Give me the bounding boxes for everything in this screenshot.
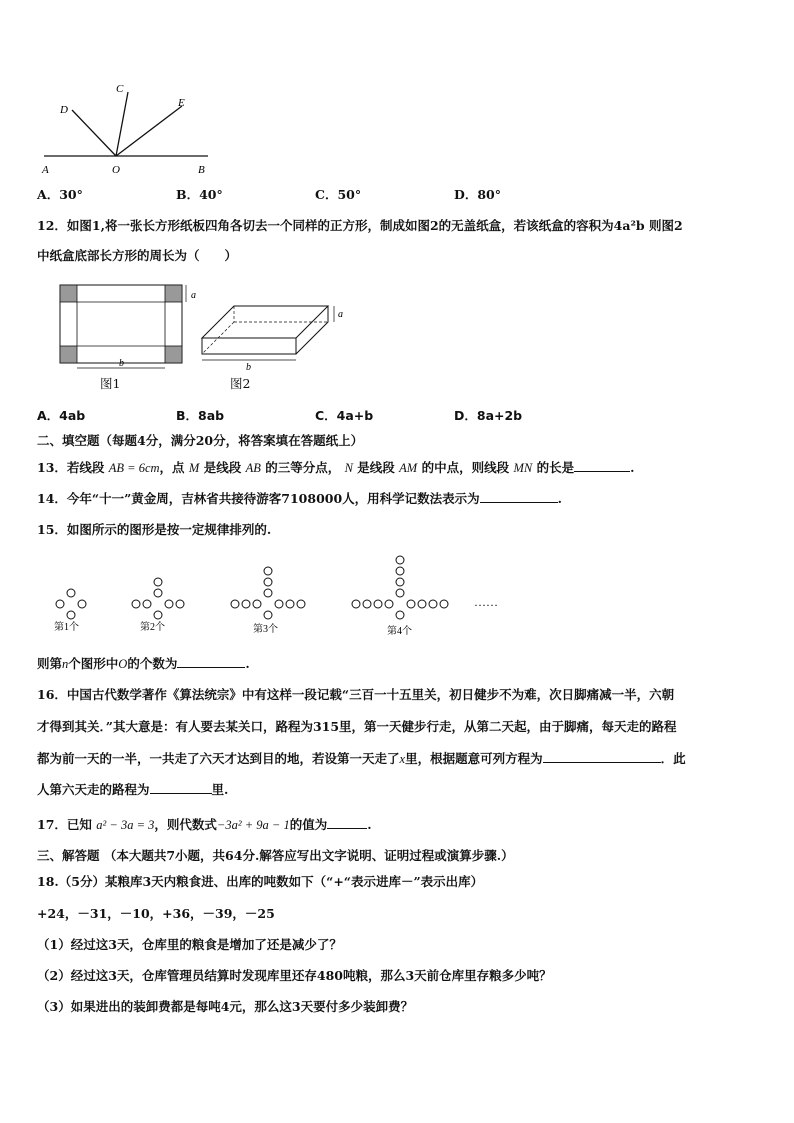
pattern-circle (396, 578, 404, 586)
pattern-circle (374, 600, 382, 608)
figure-1-board (55, 280, 205, 392)
q17-mid: ，则代数式 (154, 817, 217, 832)
pattern-circle (352, 600, 360, 608)
pattern-circle (132, 600, 140, 608)
pattern-circle (385, 600, 393, 608)
q16-distance-blank[interactable] (150, 781, 212, 794)
q13-mid5: 的中点，则线段 (421, 460, 510, 475)
q14-end: . (557, 491, 563, 506)
q17-expr: −3a² + 9a − 1 (216, 818, 290, 832)
box-side (296, 306, 328, 354)
ray-oe (116, 106, 182, 156)
q13-expr1: AB = 6cm (108, 461, 160, 475)
q15-answer-mid: 个图形中 (68, 656, 119, 671)
corner-square-tr (165, 285, 182, 302)
q18-title: 18.（5分）某粮库3天内粮食进、出库的吨数如下（“+“表示进库－”表示出库） (37, 874, 484, 889)
q14-answer-blank[interactable] (480, 490, 558, 503)
pattern-circle (154, 589, 162, 597)
q13-am: AM (399, 461, 418, 475)
q13-after: 的长是 (536, 460, 575, 475)
label-c: C (116, 83, 124, 95)
pattern-circle (78, 600, 86, 608)
q12-line2: 中纸盒底部长方形的周长为（ ） (37, 248, 238, 263)
pattern-circle (242, 600, 250, 608)
q13-mid1: ，点 (159, 460, 185, 475)
q15-answer-after: 的个数为 (127, 656, 178, 671)
dim-a2-label: a (338, 309, 343, 320)
q13-m: M (188, 461, 200, 475)
figure-1-caption: 图1 (100, 376, 121, 391)
q16-line3c: ．此 (660, 751, 686, 766)
pattern-circle (418, 600, 426, 608)
pattern-circle (363, 600, 371, 608)
section-2-heading: 二、填空题（每题4分，满分20分，将答案填在答题纸上） (37, 433, 364, 448)
q15-text: 15．如图所示的图形是按一定规律排列的. (37, 522, 272, 537)
caption-fig-2: 第2个 (140, 622, 165, 633)
q13-mid2: 是线段 (203, 460, 242, 475)
figure-2-box (196, 298, 356, 376)
q17-after: 的值为 (289, 817, 328, 832)
q16-line1: 16．中国古代数学著作《算法统宗》中有这样一段记载“三百一十五里关，初日健步不为难，次日脚痛减一半，六朝 (37, 687, 675, 702)
q16-line3b: 里，根据题意可列方程为 (405, 751, 543, 766)
q13-before: 13．若线段 (37, 460, 105, 475)
figure-2-caption: 图2 (230, 376, 251, 391)
q16-line3a: 都为前一天的一半，一共走了六天才达到目的地，若设第一天走了 (37, 751, 400, 766)
q13-end: . (630, 460, 635, 475)
pattern-circle (231, 600, 239, 608)
pattern-circle (253, 600, 261, 608)
q13-mid4: 是线段 (357, 460, 395, 475)
pattern-circle (264, 578, 272, 586)
q16-line4 (37, 781, 228, 798)
pattern-circle (264, 589, 272, 597)
pattern-circle (165, 600, 173, 608)
angle-figure (36, 78, 226, 178)
circle-pattern-figure (38, 548, 508, 640)
dim-b-label: b (119, 358, 124, 369)
q16-line2: 才得到其关．”其大意是：有人要去某关口，路程为315里，第一天健步行走，从第二天起，由于脚痛，每天走的路程 (37, 719, 677, 734)
label-o: O (112, 164, 120, 176)
pattern-circle (143, 600, 151, 608)
pattern-circle (67, 589, 75, 597)
pattern-ellipsis: …… (474, 595, 498, 609)
pattern-circle (396, 556, 404, 564)
pattern-circle (440, 600, 448, 608)
ray-oc (116, 92, 128, 156)
corner-square-bl (60, 346, 77, 363)
pattern-circle (297, 600, 305, 608)
q13-mid3: 的三等分点， (265, 460, 341, 475)
q14 (37, 490, 562, 507)
pattern-circle (396, 567, 404, 575)
q13-answer-blank[interactable] (574, 459, 630, 472)
caption-fig-3: 第3个 (253, 624, 278, 635)
caption-fig-4: 第4个 (387, 626, 412, 637)
q11-option-d: D．80° (454, 187, 501, 202)
q11-option-c: C．50° (315, 187, 362, 202)
q15-end: . (245, 656, 250, 671)
q11-option-b: B．40° (176, 187, 223, 202)
q11-option-a: A．30° (37, 187, 83, 202)
pattern-circles (56, 556, 448, 619)
q12-option-d: D．8a+2b (454, 408, 523, 423)
q13 (37, 459, 634, 476)
q12-line1: 12．如图1,将一张长方形纸板四角各切去一个同样的正方形，制成如图2的无盖纸盒，若该纸盒的容积为4a²b 则图2 (37, 218, 683, 233)
q17-end: . (367, 817, 372, 832)
label-d: D (60, 104, 68, 116)
q15-answer-blank[interactable] (177, 655, 245, 668)
q18-data: +24，－31，－10，+36，－39，－25 (37, 906, 275, 921)
pattern-circle (56, 600, 64, 608)
q13-mn: MN (513, 461, 533, 475)
q15-n: n (62, 657, 69, 671)
q16-line4b: 里. (211, 782, 229, 797)
q16-equation-blank[interactable] (543, 750, 661, 763)
box-front (202, 338, 296, 354)
q17 (37, 816, 372, 833)
q17-eq: a² − 3a = 3 (96, 818, 155, 832)
q18-sub1: （1）经过这3天，仓库里的粮食是增加了还是减少了？ (37, 937, 342, 952)
q16-line4a: 人第六天走的路程为 (37, 782, 150, 797)
pattern-circle (407, 600, 415, 608)
board-outline (60, 285, 182, 363)
q12-option-b: B．8ab (176, 408, 225, 423)
pattern-circle (67, 611, 75, 619)
q15-circle-symbol: O (118, 657, 128, 671)
pattern-circle (176, 600, 184, 608)
pattern-circle (154, 611, 162, 619)
q18-sub3: （3）如果进出的装卸费都是每吨4元，那么这3天要付多少装卸费？ (37, 999, 414, 1014)
q15-answer-before: 则第 (37, 656, 63, 671)
corner-square-tl (60, 285, 77, 302)
q17-before: 17．已知 (37, 817, 92, 832)
pattern-circle (275, 600, 283, 608)
pattern-circle (154, 578, 162, 586)
label-e: E (178, 97, 185, 109)
q12-option-a: A．4ab (37, 408, 86, 423)
corner-square-br (165, 346, 182, 363)
caption-fig-1: 第1个 (54, 622, 79, 633)
dim-b2-label: b (246, 362, 251, 373)
q13-ab: AB (245, 461, 261, 475)
q17-answer-blank[interactable] (327, 816, 367, 829)
section-3-heading: 三、解答题 （本大题共7小题，共64分.解答应写出文字说明、证明过程或演算步骤.） (37, 848, 514, 863)
dim-a-label: a (191, 290, 196, 301)
pattern-circle (264, 611, 272, 619)
pattern-circle (429, 600, 437, 608)
q16-line3 (37, 750, 686, 767)
q12-option-c: C．4a+b (315, 408, 374, 423)
q18-sub2: （2）经过这3天，仓库管理员结算时发现库里还存480吨粮，那么3天前仓库里存粮多少吨？ (37, 968, 552, 983)
pattern-circle (264, 567, 272, 575)
pattern-circle (286, 600, 294, 608)
q15-answer (37, 655, 250, 672)
ray-od (72, 110, 116, 156)
label-b: B (198, 164, 205, 176)
q16-x: x (399, 752, 406, 766)
pattern-circle (396, 589, 404, 597)
label-a: A (42, 164, 49, 176)
pattern-circle (396, 611, 404, 619)
q13-n: N (344, 461, 353, 475)
q14-text: 14．今年“十一”黄金周，吉林省共接待游客7108000人，用科学记数法表示为 (37, 491, 480, 506)
